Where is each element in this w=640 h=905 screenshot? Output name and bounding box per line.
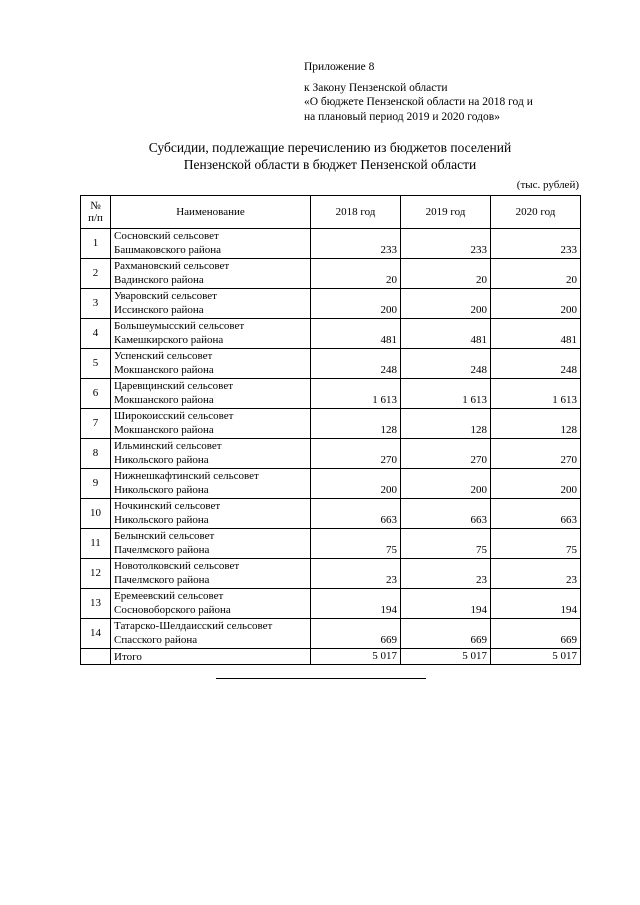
appendix-law-title-line1: «О бюджете Пензенской области на 2018 год и [304, 96, 533, 108]
value-2019: 200 [401, 289, 491, 319]
table-row [81, 469, 581, 499]
row-number: 6 [81, 379, 111, 409]
header-2020: 2020 год [491, 196, 581, 229]
total-2018: 5 017 [311, 649, 401, 665]
settlement-name: Царевщинский сельсовет Мокшанского района [111, 379, 311, 409]
row-number: 14 [81, 619, 111, 649]
settlement-name: Ильминский сельсовет Никольского района [111, 439, 311, 469]
value-2018: 270 [311, 439, 401, 469]
table-row [81, 259, 581, 289]
row-number: 13 [81, 589, 111, 619]
value-2020: 481 [491, 319, 581, 349]
row-number: 7 [81, 409, 111, 439]
table-row [81, 349, 581, 379]
table-row [81, 229, 581, 259]
value-2019: 128 [401, 409, 491, 439]
value-2020: 1 613 [491, 379, 581, 409]
settlement-name: Успенский сельсовет Мокшанского района [111, 349, 311, 379]
value-2020: 200 [491, 469, 581, 499]
appendix-block [304, 60, 533, 124]
row-number: 12 [81, 559, 111, 589]
value-2019: 194 [401, 589, 491, 619]
settlement-name: Нижнешкафтинский сельсовет Никольского района [111, 469, 311, 499]
value-2019: 23 [401, 559, 491, 589]
value-2019: 663 [401, 499, 491, 529]
appendix-law-title-line2: на плановый период 2019 и 2020 годов» [304, 110, 500, 123]
row-number: 5 [81, 349, 111, 379]
value-2018: 200 [311, 289, 401, 319]
table-row [81, 589, 581, 619]
value-2020: 270 [491, 439, 581, 469]
value-2019: 669 [401, 619, 491, 649]
value-2019: 270 [401, 439, 491, 469]
row-number: 10 [81, 499, 111, 529]
value-2019: 20 [401, 259, 491, 289]
table-row [81, 619, 581, 649]
settlement-name: Белынский сельсовет Пачелмского района [111, 529, 311, 559]
document-title-line2: Пензенской области в бюджет Пензенской области [183, 157, 477, 172]
units-note: (тыс. рублей) [516, 179, 579, 191]
settlement-name: Еремеевский сельсовет Сосновоборского района [111, 589, 311, 619]
value-2019: 1 613 [401, 379, 491, 409]
value-2019: 248 [401, 349, 491, 379]
row-number: 11 [81, 529, 111, 559]
table-total-row [81, 649, 581, 665]
table-row [81, 409, 581, 439]
settlement-name: Уваровский сельсовет Иссинского района [111, 289, 311, 319]
value-2018: 248 [311, 349, 401, 379]
value-2020: 200 [491, 289, 581, 319]
value-2020: 128 [491, 409, 581, 439]
header-2018: 2018 год [311, 196, 401, 229]
value-2019: 481 [401, 319, 491, 349]
subsidies-table [80, 195, 581, 665]
settlement-name: Широкоисский сельсовет Мокшанского района [111, 409, 311, 439]
header-number: № п/п [81, 196, 111, 229]
value-2018: 200 [311, 469, 401, 499]
value-2020: 20 [491, 259, 581, 289]
row-number: 4 [81, 319, 111, 349]
value-2018: 75 [311, 529, 401, 559]
value-2020: 233 [491, 229, 581, 259]
table-row [81, 289, 581, 319]
table-row [81, 319, 581, 349]
table-row [81, 379, 581, 409]
settlement-name: Новотолковский сельсовет Пачелмского района [111, 559, 311, 589]
settlement-name: Рахмановский сельсовет Вадинского района [111, 259, 311, 289]
value-2019: 75 [401, 529, 491, 559]
value-2018: 233 [311, 229, 401, 259]
value-2020: 663 [491, 499, 581, 529]
total-2019: 5 017 [401, 649, 491, 665]
row-number: 3 [81, 289, 111, 319]
table-row [81, 439, 581, 469]
table-header-row [81, 196, 581, 229]
total-2020: 5 017 [491, 649, 581, 665]
appendix-law-line: к Закону Пензенской области [304, 81, 448, 94]
value-2019: 200 [401, 469, 491, 499]
value-2020: 23 [491, 559, 581, 589]
row-number: 8 [81, 439, 111, 469]
value-2018: 194 [311, 589, 401, 619]
value-2019: 233 [401, 229, 491, 259]
value-2018: 20 [311, 259, 401, 289]
separator-line [216, 678, 426, 679]
header-2019: 2019 год [401, 196, 491, 229]
row-number: 1 [81, 229, 111, 259]
value-2018: 1 613 [311, 379, 401, 409]
total-label: Итого [111, 649, 311, 665]
settlement-name: Сосновский сельсовет Башмаковского района [111, 229, 311, 259]
value-2020: 669 [491, 619, 581, 649]
value-2020: 248 [491, 349, 581, 379]
table-row [81, 499, 581, 529]
settlement-name: Большеумысский сельсовет Камешкирского района [111, 319, 311, 349]
appendix-number: Приложение 8 [304, 61, 375, 73]
header-name: Наименование [111, 196, 311, 229]
settlement-name: Татарско-Шелдаисский сельсовет Спасского района [111, 619, 311, 649]
row-number: 9 [81, 469, 111, 499]
document-title-line1: Субсидии, подлежащие перечислению из бюджетов поселений [148, 140, 512, 155]
value-2018: 481 [311, 319, 401, 349]
value-2018: 663 [311, 499, 401, 529]
table-row [81, 529, 581, 559]
value-2020: 75 [491, 529, 581, 559]
total-number-cell [81, 649, 111, 665]
document-title [80, 139, 580, 173]
settlement-name: Ночкинский сельсовет Никольского района [111, 499, 311, 529]
table-row [81, 559, 581, 589]
value-2018: 23 [311, 559, 401, 589]
row-number: 2 [81, 259, 111, 289]
value-2018: 669 [311, 619, 401, 649]
value-2018: 128 [311, 409, 401, 439]
value-2020: 194 [491, 589, 581, 619]
